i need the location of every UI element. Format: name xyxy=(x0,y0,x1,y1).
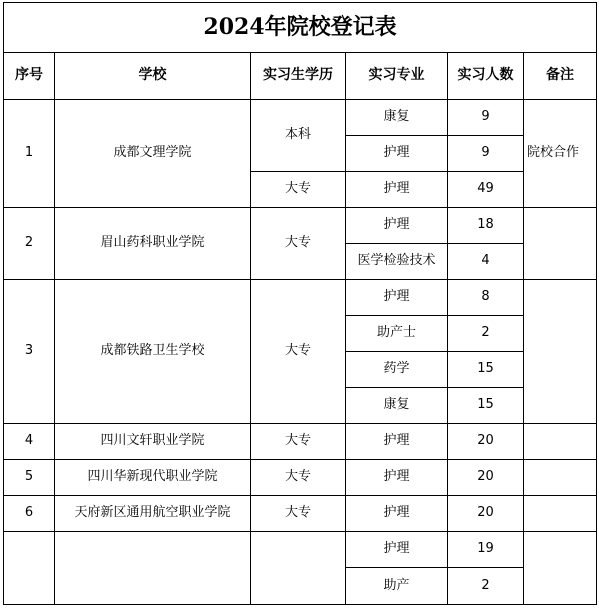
major-name: 康复 xyxy=(346,100,448,136)
row-number: 1 xyxy=(4,100,55,208)
intern-count: 19 xyxy=(448,532,524,568)
table-row xyxy=(4,208,597,244)
header-remark: 备注 xyxy=(524,53,597,100)
remark xyxy=(524,280,597,424)
major-name: 护理 xyxy=(346,172,448,208)
intern-count: 49 xyxy=(448,172,524,208)
remark xyxy=(524,424,597,460)
table-row xyxy=(4,532,597,568)
major-name: 护理 xyxy=(346,424,448,460)
school-name: 天府新区通用航空职业学院 xyxy=(55,496,251,532)
intern-count: 2 xyxy=(448,316,524,352)
header-major: 实习专业 xyxy=(346,53,448,100)
major-name: 助产士 xyxy=(346,316,448,352)
education-level: 大专 xyxy=(251,280,346,424)
school-name: 成都文理学院 xyxy=(55,100,251,208)
title-row xyxy=(4,3,597,53)
intern-count: 8 xyxy=(448,280,524,316)
intern-count: 2 xyxy=(448,568,524,605)
table-row xyxy=(4,496,597,532)
row-number: 2 xyxy=(4,208,55,280)
school-name xyxy=(55,532,251,605)
table-row xyxy=(4,100,597,136)
education-level: 大专 xyxy=(251,208,346,280)
remark xyxy=(524,532,597,605)
remark xyxy=(524,496,597,532)
registration-table xyxy=(3,2,597,605)
education-level: 大专 xyxy=(251,496,346,532)
header-row xyxy=(4,53,597,100)
remark xyxy=(524,208,597,280)
intern-count: 15 xyxy=(448,352,524,388)
row-number: 3 xyxy=(4,280,55,424)
intern-count: 20 xyxy=(448,424,524,460)
education-level: 大专 xyxy=(251,172,346,208)
major-name: 助产 xyxy=(346,568,448,605)
major-name: 护理 xyxy=(346,460,448,496)
education-level: 大专 xyxy=(251,424,346,460)
major-name: 护理 xyxy=(346,496,448,532)
table-row xyxy=(4,424,597,460)
table-title: 2024年院校登记表 xyxy=(4,3,597,53)
school-name: 成都铁路卫生学校 xyxy=(55,280,251,424)
row-number xyxy=(4,532,55,605)
major-name: 药学 xyxy=(346,352,448,388)
intern-count: 20 xyxy=(448,496,524,532)
major-name: 护理 xyxy=(346,532,448,568)
education-level: 大专 xyxy=(251,460,346,496)
header-education: 实习生学历 xyxy=(251,53,346,100)
header-school: 学校 xyxy=(55,53,251,100)
intern-count: 4 xyxy=(448,244,524,280)
major-name: 医学检验技术 xyxy=(346,244,448,280)
intern-count: 9 xyxy=(448,100,524,136)
table-row xyxy=(4,280,597,316)
header-no: 序号 xyxy=(4,53,55,100)
intern-count: 18 xyxy=(448,208,524,244)
header-count: 实习人数 xyxy=(448,53,524,100)
intern-count: 20 xyxy=(448,460,524,496)
remark xyxy=(524,460,597,496)
table-row xyxy=(4,460,597,496)
education-level: 本科 xyxy=(251,100,346,172)
row-number: 4 xyxy=(4,424,55,460)
school-name: 眉山药科职业学院 xyxy=(55,208,251,280)
row-number: 6 xyxy=(4,496,55,532)
education-level xyxy=(251,532,346,605)
major-name: 康复 xyxy=(346,388,448,424)
remark: 院校合作 xyxy=(524,100,597,208)
row-number: 5 xyxy=(4,460,55,496)
school-name: 四川华新现代职业学院 xyxy=(55,460,251,496)
school-name: 四川文轩职业学院 xyxy=(55,424,251,460)
major-name: 护理 xyxy=(346,280,448,316)
intern-count: 15 xyxy=(448,388,524,424)
major-name: 护理 xyxy=(346,208,448,244)
intern-count: 9 xyxy=(448,136,524,172)
major-name: 护理 xyxy=(346,136,448,172)
